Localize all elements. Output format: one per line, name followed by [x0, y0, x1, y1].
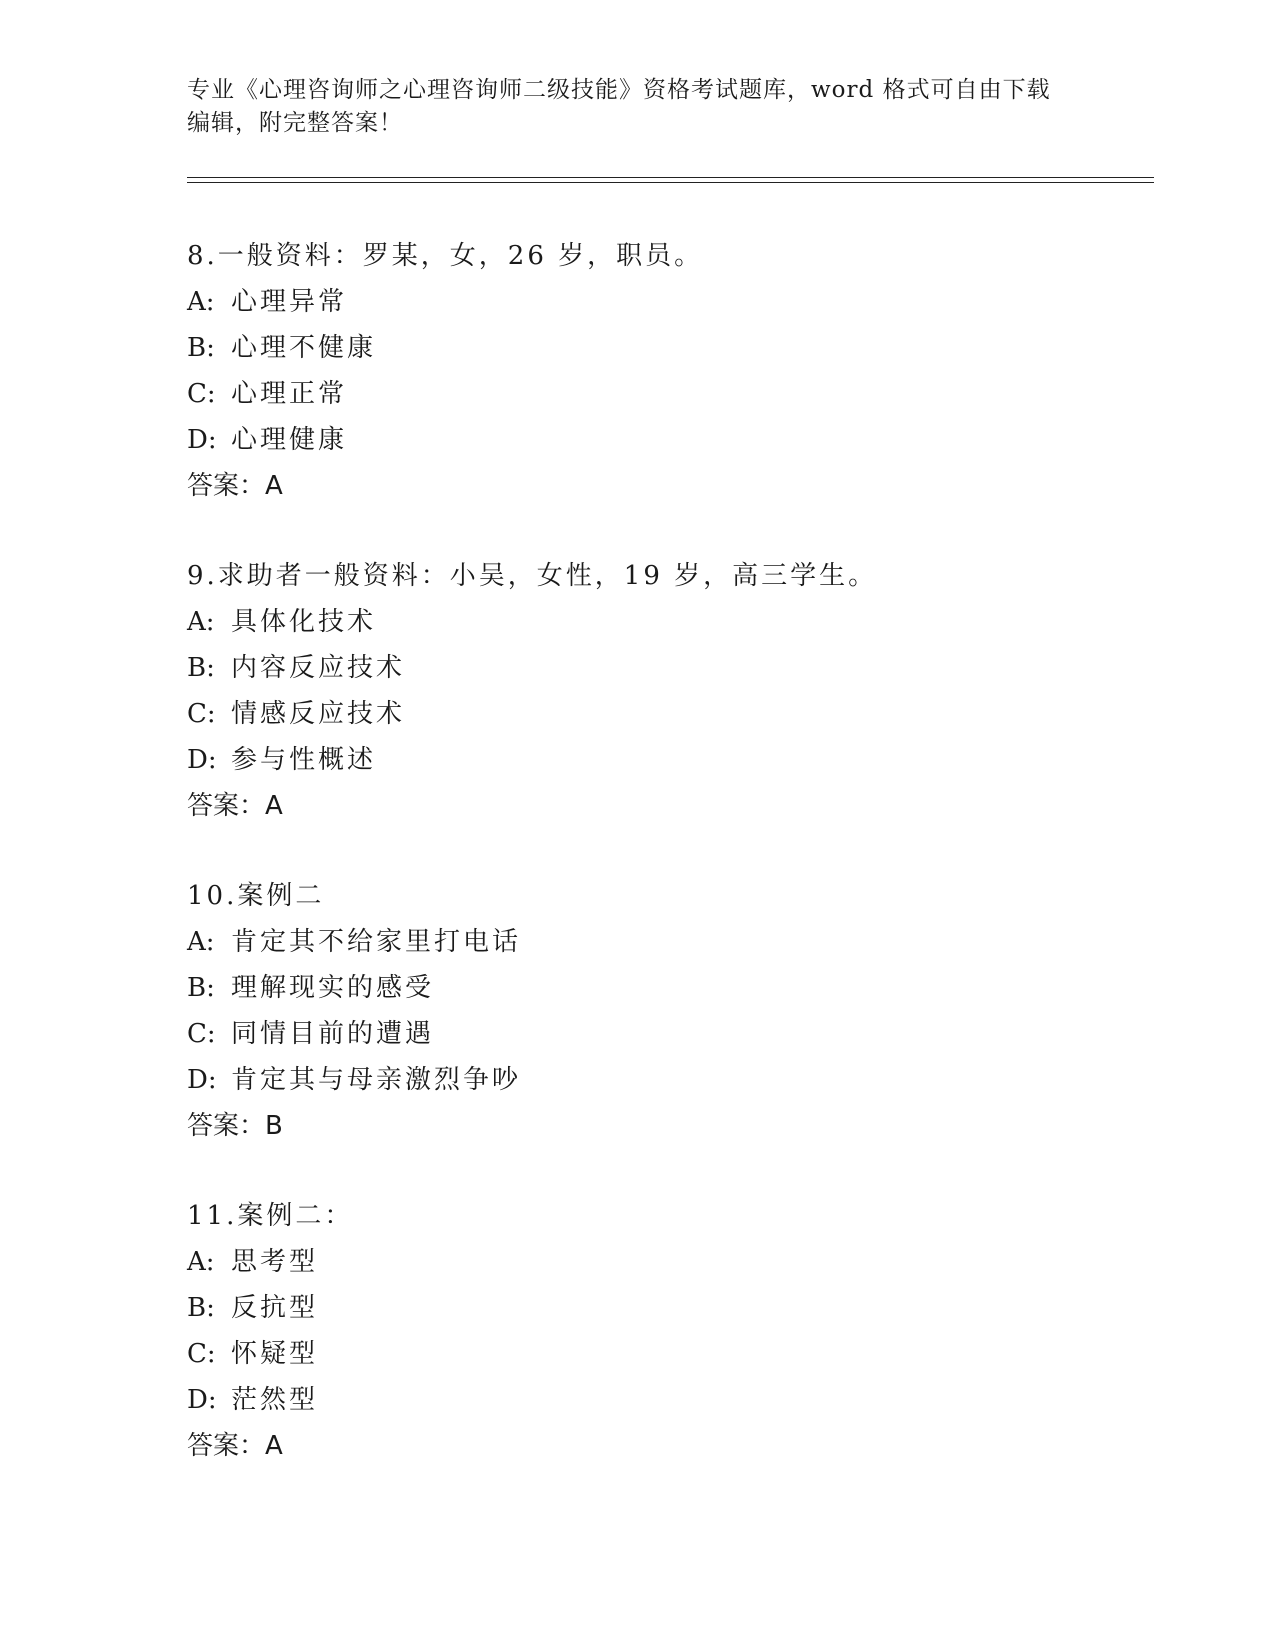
option-text: 心理不健康 — [231, 333, 377, 363]
question-stem: 10.案例二 — [187, 881, 325, 911]
question-11 — [187, 1193, 1147, 1469]
option-text: 心理异常 — [231, 287, 348, 317]
option-text: 思考型 — [231, 1247, 319, 1277]
option-text: 理解现实的感受 — [231, 973, 435, 1003]
option-letter: C: — [187, 1019, 216, 1049]
document-header — [187, 74, 1087, 140]
option-text: 情感反应技术 — [231, 699, 406, 729]
option-d — [187, 417, 1147, 463]
option-letter: C: — [187, 379, 216, 409]
option-letter: A: — [187, 607, 215, 637]
option-c — [187, 1011, 1147, 1057]
option-d — [187, 1377, 1147, 1423]
answer: 答案：A — [187, 471, 283, 501]
question-10 — [187, 873, 1147, 1149]
question-stem: 9.求助者一般资料：小吴，女性，19 岁，高三学生。 — [187, 561, 878, 591]
option-b — [187, 1285, 1147, 1331]
option-b — [187, 965, 1147, 1011]
option-text: 怀疑型 — [231, 1339, 319, 1369]
header-divider-bottom — [187, 182, 1154, 183]
option-a — [187, 599, 1147, 645]
option-letter: D: — [187, 1385, 217, 1415]
option-letter: B: — [187, 653, 215, 683]
option-letter: B: — [187, 1293, 215, 1323]
option-letter: C: — [187, 1339, 216, 1369]
option-letter: D: — [187, 745, 217, 775]
option-text: 具体化技术 — [231, 607, 377, 637]
option-c — [187, 371, 1147, 417]
option-text: 心理正常 — [231, 379, 348, 409]
option-text: 心理健康 — [231, 425, 348, 455]
option-text: 内容反应技术 — [231, 653, 406, 683]
option-letter: A: — [187, 1247, 215, 1277]
answer: 答案：A — [187, 791, 283, 821]
header-line-2: 编辑，附完整答案！ — [187, 110, 403, 136]
option-letter: B: — [187, 973, 215, 1003]
option-letter: B: — [187, 333, 215, 363]
option-a — [187, 919, 1147, 965]
option-letter: D: — [187, 425, 217, 455]
option-letter: A: — [187, 927, 215, 957]
question-9 — [187, 553, 1147, 829]
answer: 答案：B — [187, 1111, 283, 1141]
option-c — [187, 691, 1147, 737]
option-a — [187, 279, 1147, 325]
header-line-1: 专业《心理咨询师之心理咨询师二级技能》资格考试题库，word 格式可自由下载 — [187, 77, 1051, 103]
question-stem: 11.案例二： — [187, 1201, 354, 1231]
option-d — [187, 1057, 1147, 1103]
option-text: 肯定其与母亲激烈争吵 — [231, 1065, 522, 1095]
option-text: 参与性概述 — [231, 745, 377, 775]
option-b — [187, 645, 1147, 691]
option-a — [187, 1239, 1147, 1285]
option-b — [187, 325, 1147, 371]
option-letter: A: — [187, 287, 215, 317]
option-text: 茫然型 — [231, 1385, 319, 1415]
answer: 答案：A — [187, 1431, 283, 1461]
header-divider-top — [187, 177, 1154, 178]
question-stem: 8.一般资料：罗某，女，26 岁，职员。 — [187, 241, 704, 271]
option-d — [187, 737, 1147, 783]
option-letter: C: — [187, 699, 216, 729]
option-letter: D: — [187, 1065, 217, 1095]
option-text: 同情目前的遭遇 — [231, 1019, 435, 1049]
question-8 — [187, 233, 1147, 509]
option-text: 肯定其不给家里打电话 — [231, 927, 522, 957]
option-c — [187, 1331, 1147, 1377]
option-text: 反抗型 — [231, 1293, 319, 1323]
